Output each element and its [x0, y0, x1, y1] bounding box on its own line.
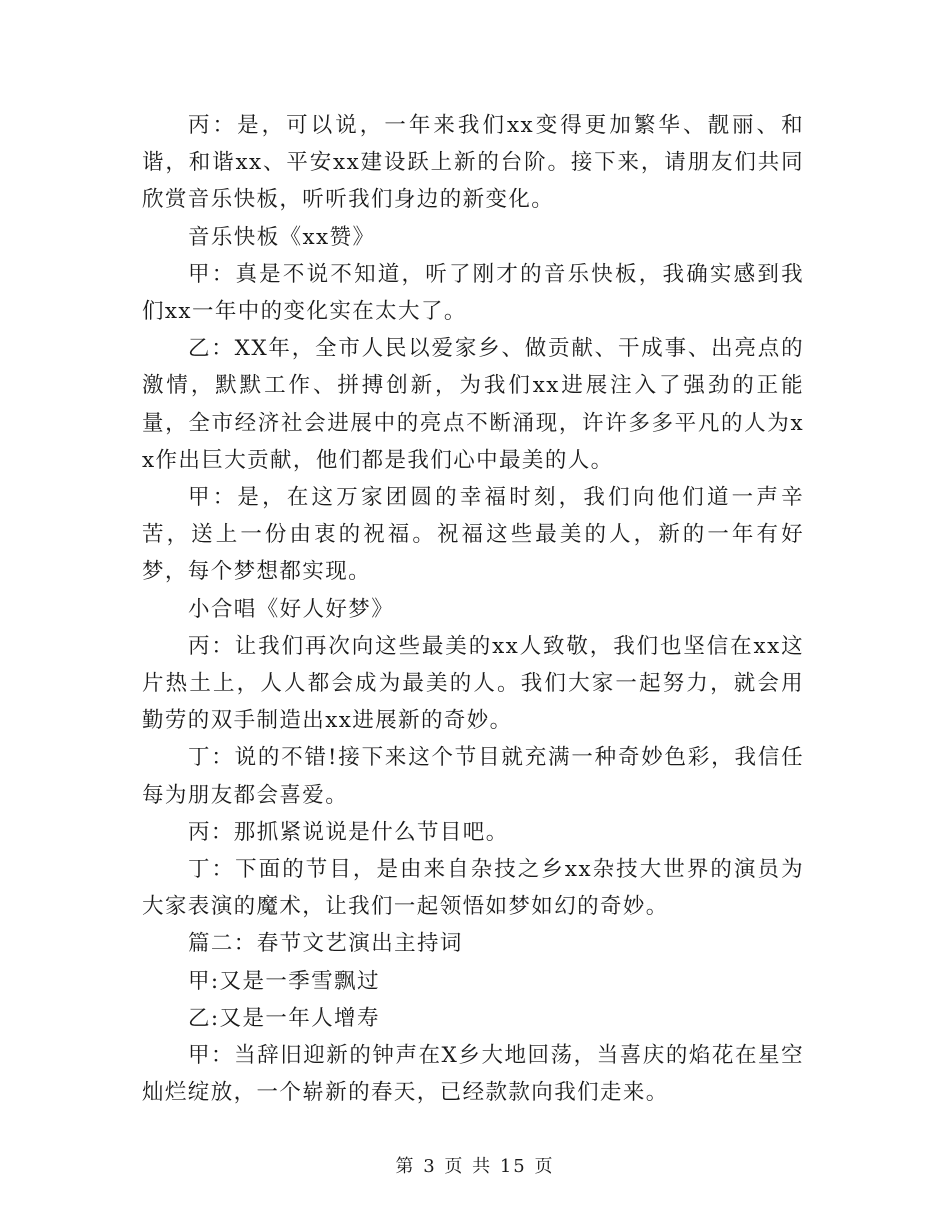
paragraph: 甲：是，在这万家团圆的幸福时刻，我们向他们道一声辛苦，送上一份由衷的祝福。祝福这些最美的人，新的一年有好梦，每个梦想都实现。: [142, 485, 804, 585]
page-footer: [0, 1152, 950, 1178]
paragraph: 丁：说的不错!接下来这个节目就充满一种奇妙色彩，我信任每为朋友都会喜爱。: [142, 745, 804, 808]
program-title: 音乐快板《xx赞》: [188, 224, 376, 250]
paragraph: 丁：下面的节目，是由来自杂技之乡xx杂技大世界的演员为大家表演的魔术，让我们一起领悟如梦如幻的奇妙。: [142, 857, 804, 920]
paragraph: 甲：当辞旧迎新的钟声在X乡大地回荡，当喜庆的焰花在星空灿烂绽放，一个崭新的春天，已经款款向我们走来。: [142, 1043, 804, 1106]
paragraph: 乙：XX年，全市人民以爱家乡、做贡献、干成事、出亮点的激情，默默工作、拼搏创新，为我们xx进展注入了强劲的正能量，全市经济社会进展中的亮点不断涌现，许许多多平凡的人为xx作出巨大贡献，他们都是我们心中最美的人。: [142, 336, 804, 473]
paragraph: 丙：让我们再次向这些最美的xx人致敬，我们也坚信在xx这片热土上，人人都会成为最美的人。我们大家一起努力，就会用勤劳的双手制造出xx进展新的奇妙。: [142, 633, 804, 734]
program-title: 小合唱《好人好梦》: [188, 596, 395, 622]
paragraph: 甲:又是一季雪飘过: [188, 968, 380, 994]
document-body: [142, 107, 804, 1111]
page-number: 第 3 页 共 15 页: [395, 1156, 555, 1177]
paragraph: 甲：真是不说不知道，听了刚才的音乐快板，我确实感到我们xx一年中的变化实在太大了。: [142, 261, 804, 325]
paragraph: 丙：是，可以说，一年来我们xx变得更加繁华、靓丽、和谐，和谐xx、平安xx建设跃上新的台阶。接下来，请朋友们共同欣赏音乐快板，听听我们身边的新变化。: [142, 113, 804, 213]
section-heading: 篇二：春节文艺演出主持词: [188, 931, 463, 957]
paragraph: 丙：那抓紧说说是什么节目吧。: [188, 819, 509, 845]
paragraph: 乙:又是一年人增寿: [188, 1005, 380, 1031]
